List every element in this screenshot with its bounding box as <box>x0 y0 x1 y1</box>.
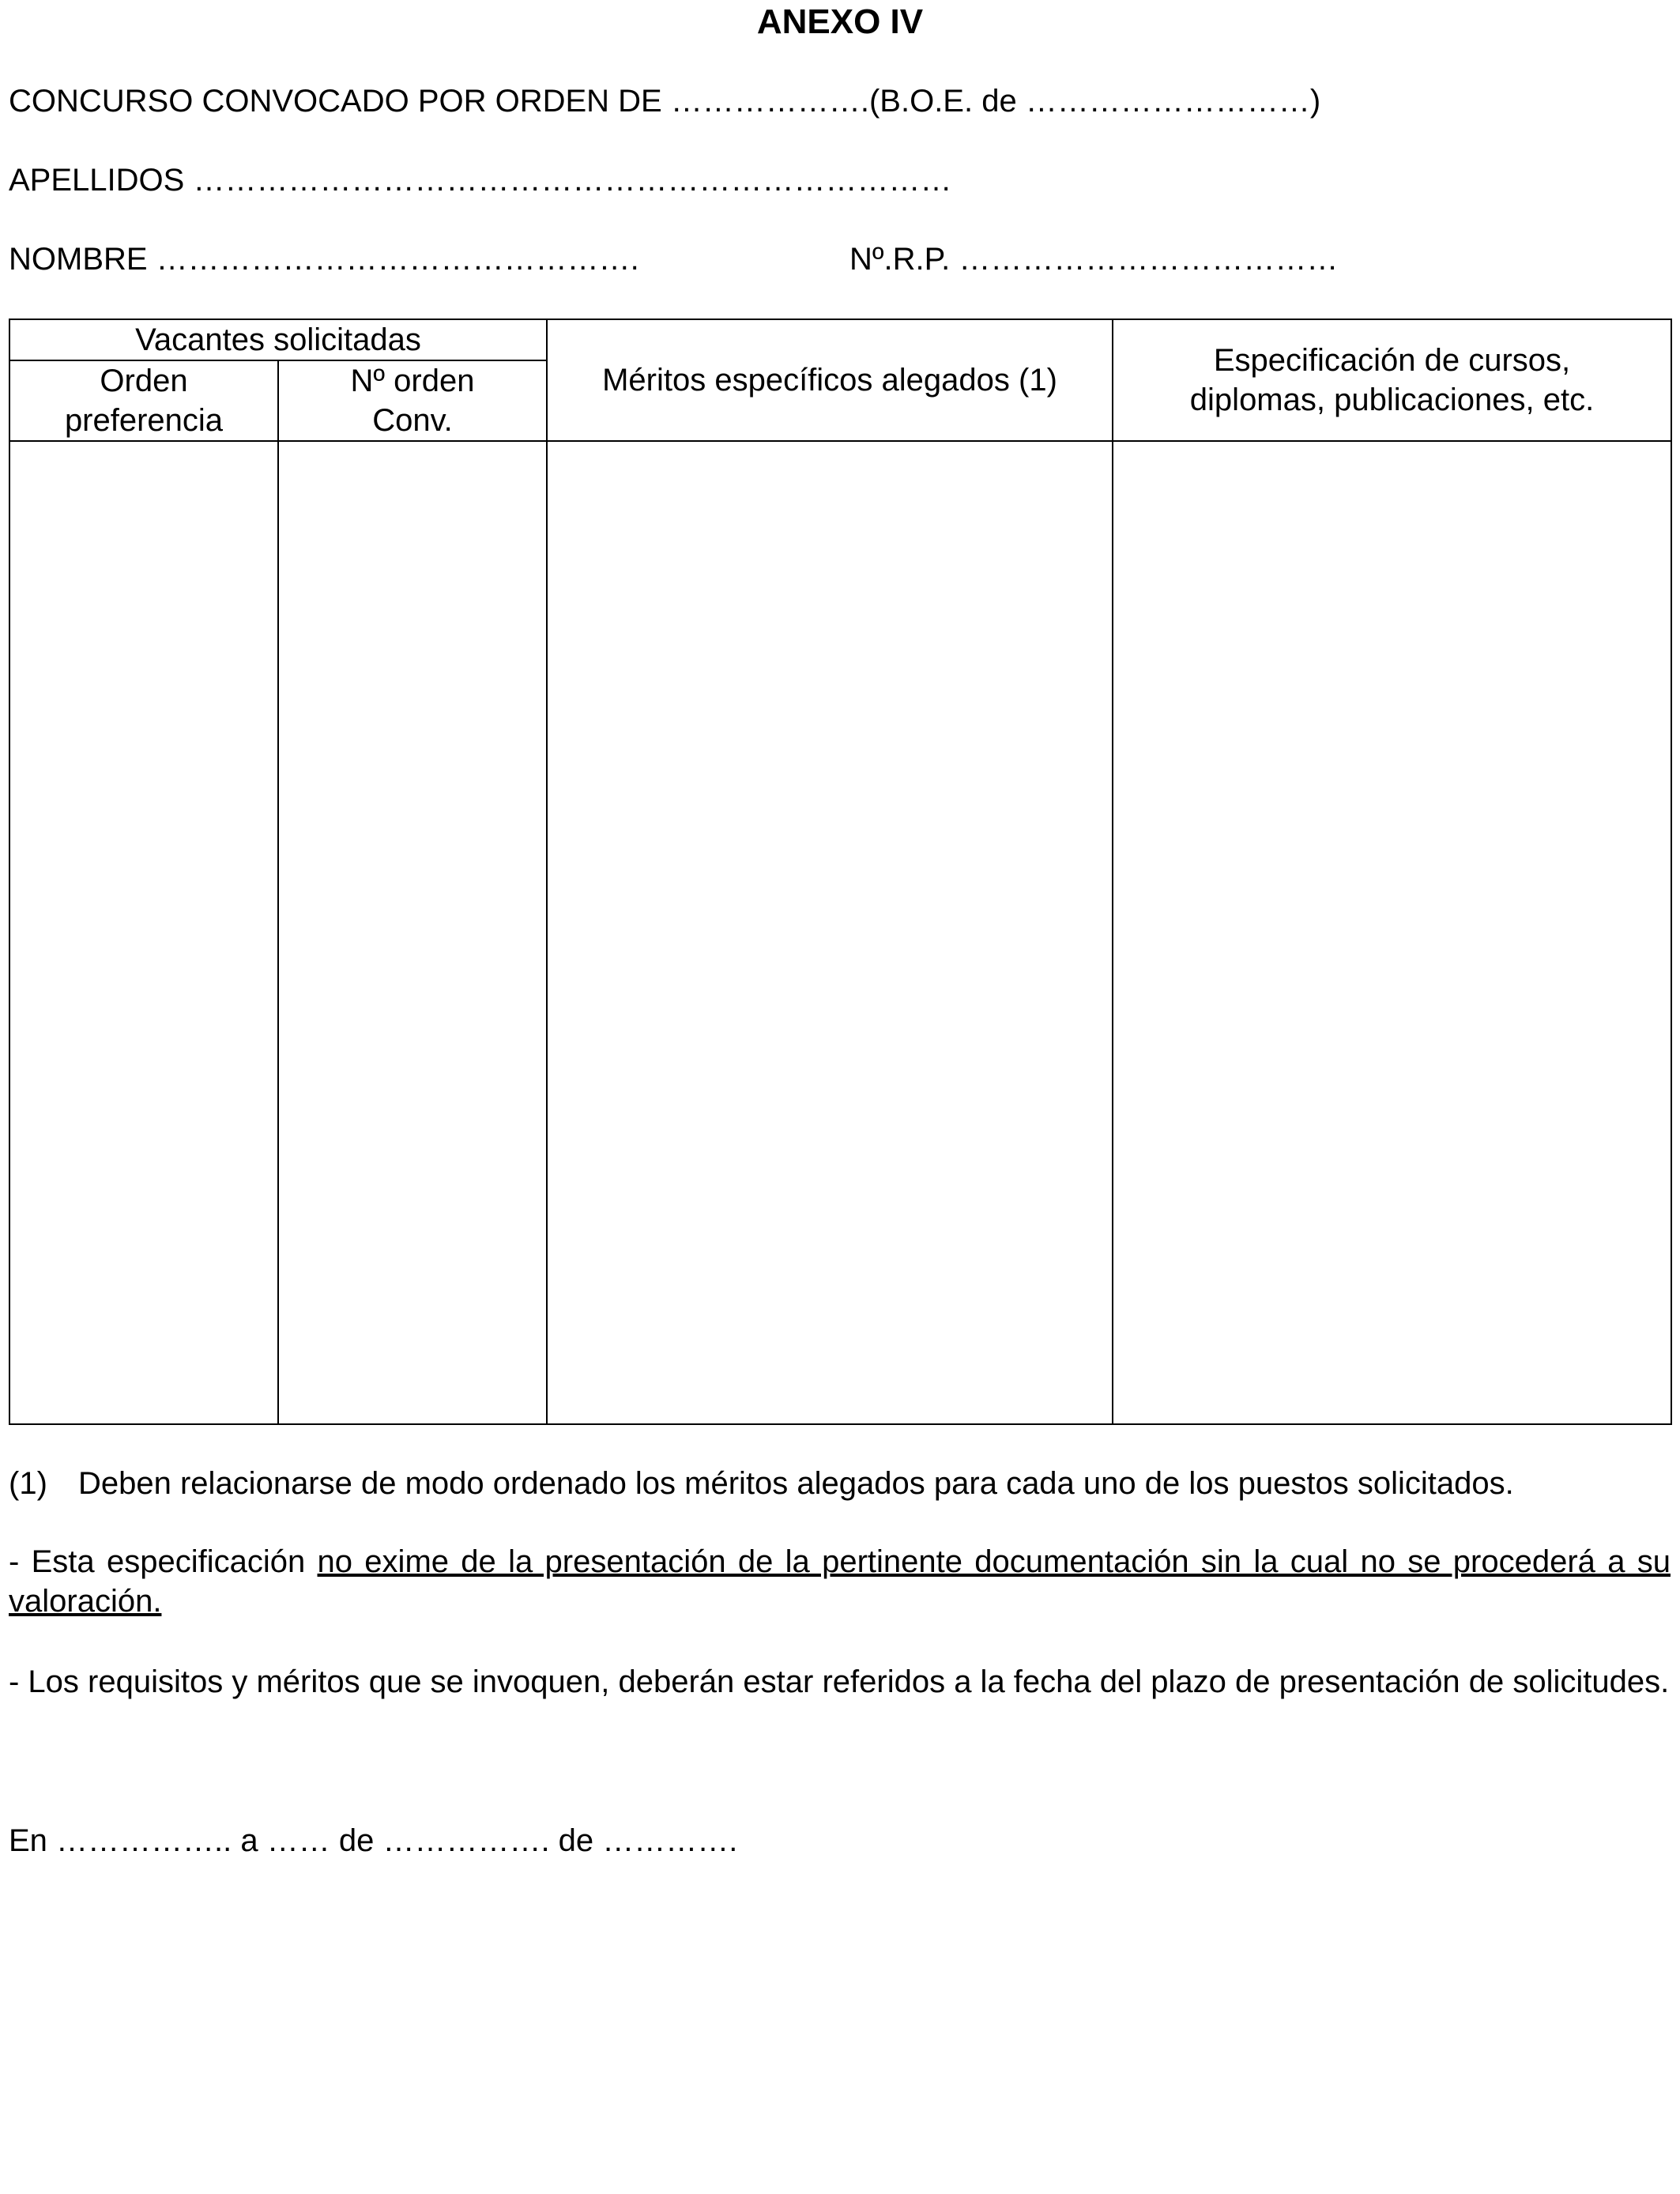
footnote-number: (1) <box>9 1466 47 1501</box>
especificacion-header-line1: Especificación de cursos, <box>1213 343 1571 379</box>
orden-header-line2: preferencia <box>64 403 224 439</box>
concurso-field[interactable]: CONCURSO CONVOCADO POR ORDEN DE ……………….(B.O.E. de ………………………) <box>9 84 1321 119</box>
num-orden-conv-header <box>278 360 547 441</box>
apellidos-field[interactable]: APELLIDOS ……………………………………………………………… <box>9 163 952 198</box>
especificacion-header-line2: diplomas, publicaciones, etc. <box>1189 383 1595 418</box>
especificacion-note-underlined: no exime de la presentación de la pertinente documentación sin la cual no se procederá a su valoración. <box>9 1544 1671 1619</box>
especificacion-note-plain: - Esta especificación <box>9 1544 318 1579</box>
nrp-field[interactable]: Nº.R.P. ……………………………… <box>849 242 1339 277</box>
vacantes-table <box>9 319 1672 1425</box>
footnote-text: Deben relacionarse de modo ordenado los méritos alegados para cada uno de los puestos solicitados. <box>78 1466 1514 1501</box>
footnote-1 <box>9 1464 1671 1503</box>
meritos-cell[interactable] <box>547 441 1113 1424</box>
num-orden-header-line1: Nº orden <box>350 364 475 399</box>
especificacion-header <box>1113 319 1671 441</box>
num-orden-conv-cell[interactable] <box>278 441 547 1424</box>
orden-preferencia-cell[interactable] <box>9 441 278 1424</box>
meritos-header: Méritos específicos alegados (1) <box>547 319 1113 441</box>
num-orden-header-line2: Conv. <box>372 403 453 439</box>
document-title: ANEXO IV <box>756 2 924 41</box>
vacantes-header: Vacantes solicitadas <box>9 319 547 360</box>
especificacion-note <box>9 1542 1671 1621</box>
nombre-field[interactable]: NOMBRE ………………………………………. <box>9 242 639 277</box>
especificacion-cell[interactable] <box>1113 441 1671 1424</box>
requisitos-note: - Los requisitos y méritos que se invoquen, deberán estar referidos a la fecha del plazo de presentación de solicitudes. <box>9 1664 1670 1699</box>
place-date-line[interactable]: En …………….. a …… de ……………. de …………. <box>9 1823 738 1858</box>
orden-preferencia-header <box>9 360 278 441</box>
orden-header-line1: Orden <box>100 364 188 399</box>
